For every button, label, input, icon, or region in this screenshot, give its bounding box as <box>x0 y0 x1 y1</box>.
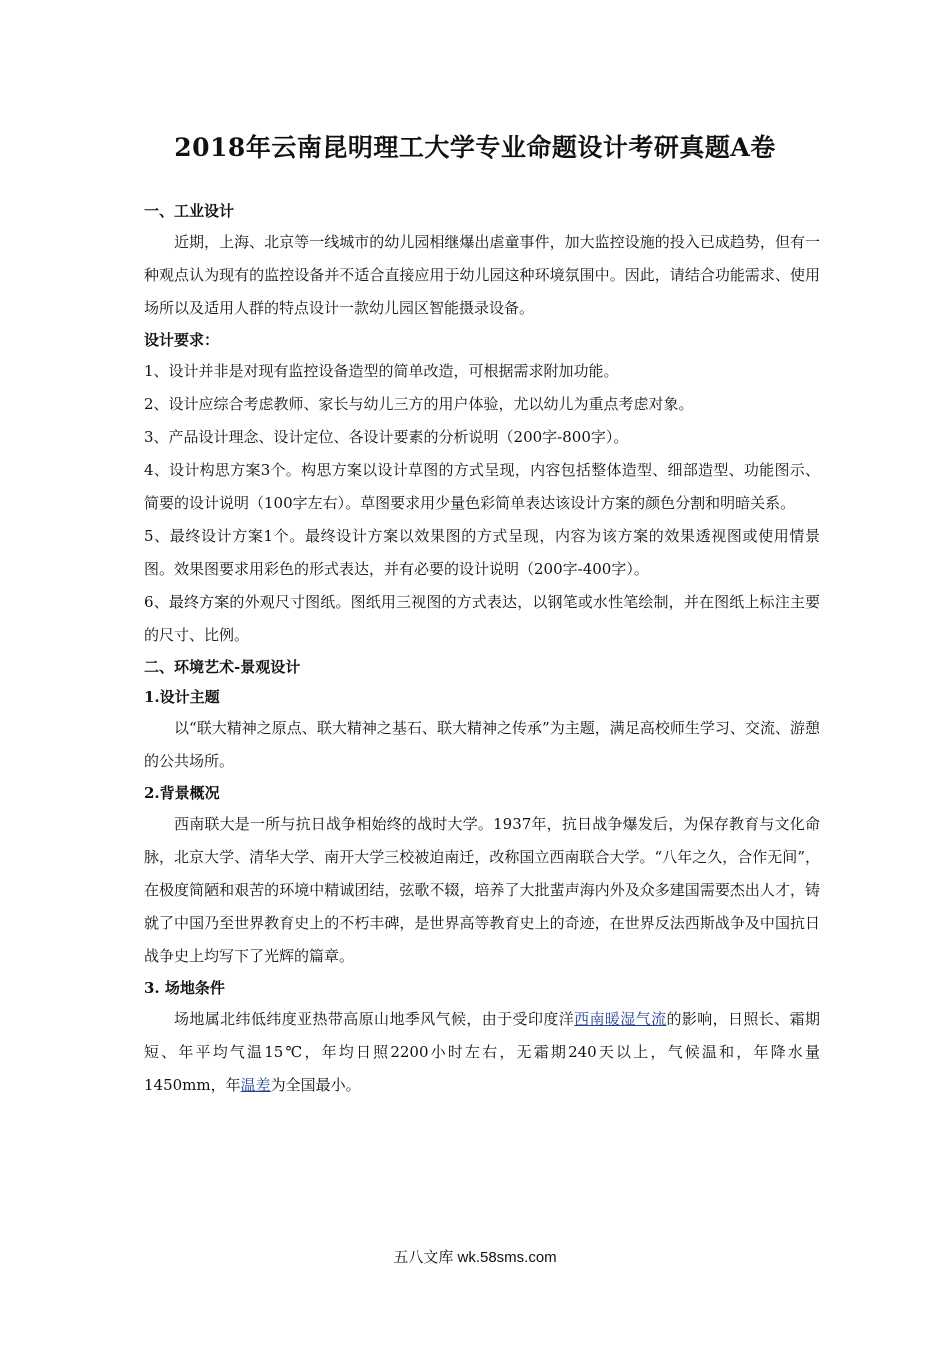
site-heading: 3. 场地条件 <box>144 979 225 997</box>
link-temperature-difference[interactable]: 温差 <box>240 1076 271 1094</box>
document-body <box>144 196 820 1102</box>
footer-watermark: 五八文库 wk.58sms.com <box>393 1249 557 1266</box>
theme-heading: 1.设计主题 <box>144 688 220 706</box>
requirement-6: 6、最终方案的外观尺寸图纸。图纸用三视图的方式表达，以钢笔或水性笔绘制，并在图纸上标注主要的尺寸、比例。 <box>144 593 820 644</box>
site-text <box>144 1003 820 1102</box>
link-southwest-warm-humid-airflow[interactable]: 西南暖湿气流 <box>574 1010 667 1028</box>
site-text-part-3: 为全国最小。 <box>270 1076 361 1094</box>
page-title: 2018年云南昆明理工大学专业命题设计考研真题A卷 <box>174 133 776 162</box>
theme-text: 以“联大精神之原点、联大精神之基石、联大精神之传承”为主题，满足高校师生学习、交流、游憩的公共场所。 <box>144 719 820 770</box>
requirement-5: 5、最终设计方案1个。最终设计方案以效果图的方式呈现，内容为该方案的效果透视图或使用情景图。效果图要求用彩色的形式表达，并有必要的设计说明（200字-400字）。 <box>144 527 820 578</box>
requirements-heading: 设计要求： <box>144 331 220 349</box>
requirement-1: 1、设计并非是对现有监控设备造型的简单改造，可根据需求附加功能。 <box>144 362 619 380</box>
section2-heading: 二、环境艺术-景观设计 <box>144 658 301 676</box>
site-text-part-1: 场地属北纬低纬度亚热带高原山地季风气候，由于受印度洋 <box>174 1010 575 1028</box>
requirement-2: 2、设计应综合考虑教师、家长与幼儿三方的用户体验，尤以幼儿为重点考虑对象。 <box>144 395 694 413</box>
requirement-4: 4、设计构思方案3个。构思方案以设计草图的方式呈现，内容包括整体造型、细部造型、功能图示、简要的设计说明（100字左右）。草图要求用少量色彩简单表达该设计方案的颜色分割和明暗关系。 <box>144 461 820 512</box>
section1-heading: 一、工业设计 <box>144 202 235 220</box>
section1-intro: 近期，上海、北京等一线城市的幼儿园相继爆出虐童事件，加大监控设施的投入已成趋势，但有一种观点认为现有的监控设备并不适合直接应用于幼儿园这种环境氛围中。因此，请结合功能需求、使用场所以及适用人群的特点设计一款幼儿园区智能摄录设备。 <box>144 233 820 317</box>
background-text: 西南联大是一所与抗日战争相始终的战时大学。1937年，抗日战争爆发后，为保存教育与文化命脉，北京大学、清华大学、南开大学三校被迫南迁，改称国立西南联合大学。“八年之久，合作无间”，在极度简陋和艰苦的环境中精诚团结，弦歌不辍，培养了大批蜚声海内外及众多建国需要杰出人才，铸就了中国乃至世界教育史上的不朽丰碑，是世界高等教育史上的奇迹，在世界反法西斯战争及中国抗日战争史上均写下了光辉的篇章。 <box>144 815 820 965</box>
background-heading: 2.背景概况 <box>144 784 220 802</box>
requirement-3: 3、产品设计理念、设计定位、各设计要素的分析说明（200字-800字）。 <box>144 428 629 446</box>
site-text-part-2: 的影响，日照长、霜期短、年平均气温15℃，年均日照2200小时左右，无霜期240天以上，气候温和，年降水量1450mm，年 <box>144 1010 820 1094</box>
